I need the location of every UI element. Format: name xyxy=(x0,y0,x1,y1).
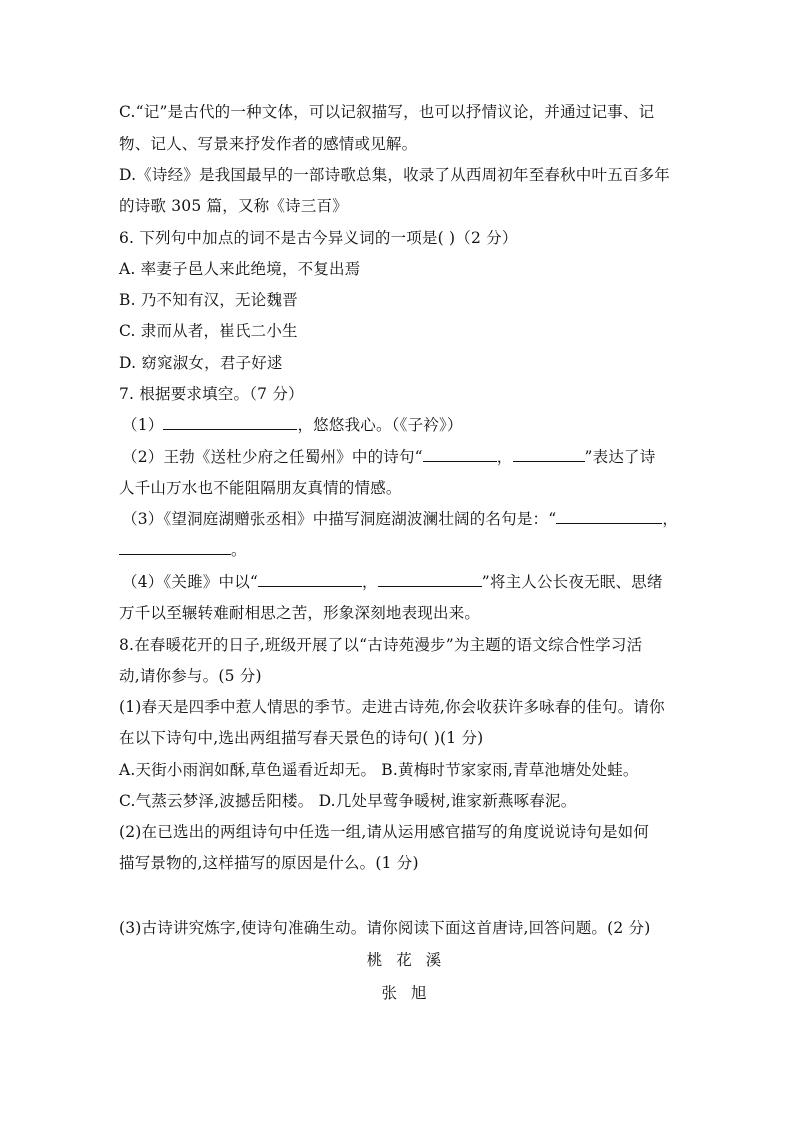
answer-blank[interactable] xyxy=(119,540,231,555)
question-8-3: (3)古诗讲究炼字,使诗句准确生动。请你阅读下面这首唐诗,回答问题。(2 分) xyxy=(119,919,651,937)
question-7: 7. 根据要求填空。（7 分） xyxy=(119,385,304,403)
question-8-options-cd: C.气蒸云梦泽,波撼岳阳楼。 D.几处早莺争暖树,谁家新燕啄春泥。 xyxy=(119,792,577,810)
q7-1-prefix: （1） xyxy=(122,416,164,434)
question-7-1 xyxy=(122,415,682,435)
poem-author: 张旭 xyxy=(381,984,441,1002)
question-8-1-line-1: (1)春天是四季中惹人情思的季节。走进古诗苑,你会收获许多咏春的佳句。请你 xyxy=(119,698,665,716)
question-7-3 xyxy=(122,509,682,529)
q7-3-period: 。 xyxy=(231,541,247,559)
question-8-2-line-1: (2)在已选出的两组诗句中任选一组,请从运用感官描写的角度说说诗句是如何 xyxy=(119,823,650,841)
q7-3-comma: ， xyxy=(662,510,679,528)
option-d-line-2: 的诗歌 305 篇，又称《诗三百》 xyxy=(119,197,348,215)
q7-1-suffix: ，悠悠我心。（《子衿》） xyxy=(297,416,463,434)
q7-3-prefix: （3）《望洞庭湖赠张丞相》中描写洞庭湖波澜壮阔的名句是：“ xyxy=(122,510,557,528)
answer-blank[interactable] xyxy=(378,572,482,587)
option-c-line-1: C.“记”是古代的一种文体，可以记叙描写，也可以抒情议论，并通过记事、记 xyxy=(119,103,655,121)
option-d-line-1: D.《诗经》是我国最早的一部诗歌总集，收录了从西周初年至春秋中叶五百多年 xyxy=(119,166,671,184)
question-8-1-line-2: 在以下诗句中,选出两组描写春天景色的诗句( )(1 分) xyxy=(119,729,484,747)
answer-blank[interactable] xyxy=(513,447,585,462)
question-8-line-2: 动,请你参与。(5 分) xyxy=(119,667,262,685)
answer-blank[interactable] xyxy=(556,509,662,524)
question-6-option-c: C. 隶而从者，崔氏二小生 xyxy=(119,322,298,340)
option-c-line-2: 物、记人、写景来抒发作者的感情或见解。 xyxy=(119,135,418,153)
answer-blank[interactable] xyxy=(163,415,297,430)
question-6-option-d: D. 窈窕淑女，君子好逑 xyxy=(119,354,283,372)
question-7-2 xyxy=(122,447,682,467)
question-6-option-b: B. 乃不知有汉，无论魏晋 xyxy=(119,291,298,309)
question-8-line-1: 8.在春暖花开的日子,班级开展了以“古诗苑漫步”为主题的语文综合性学习活 xyxy=(119,636,643,654)
q7-4-suffix: ”将主人公长夜无眠、思绪 xyxy=(481,573,663,591)
answer-blank[interactable] xyxy=(423,447,497,462)
q7-4-prefix: （4）《关雎》中以“ xyxy=(122,573,259,591)
question-7-2-cont: 人千山万水也不能阻隔朋友真情的情感。 xyxy=(119,479,402,497)
q7-2-suffix: ”表达了诗 xyxy=(584,448,656,466)
q7-2-prefix: （2）王勃《送杜少府之任蜀州》中的诗句“ xyxy=(122,448,423,466)
answer-blank[interactable] xyxy=(258,572,362,587)
q7-2-comma: ， xyxy=(496,448,513,466)
question-8-options-ab: A.天街小雨润如酥,草色遥看近却无。 B.黄梅时节家家雨,青草池塘处处蛙。 xyxy=(119,761,639,779)
question-8-2-line-2: 描写景物的,这样描写的原因是什么。(1 分) xyxy=(119,854,419,872)
poem-title: 桃花溪 xyxy=(366,951,456,969)
q7-4-comma: ， xyxy=(362,573,378,591)
question-6: 6. 下列句中加点的词不是古今异义词的一项是( )（2 分） xyxy=(119,229,518,247)
question-7-4 xyxy=(122,572,682,592)
question-7-3-cont xyxy=(119,540,679,560)
question-6-option-a: A. 率妻子邑人来此绝境，不复出焉 xyxy=(119,260,361,278)
question-7-4-cont: 万千以至辗转难耐相思之苦，形象深刻地表现出来。 xyxy=(119,604,481,622)
